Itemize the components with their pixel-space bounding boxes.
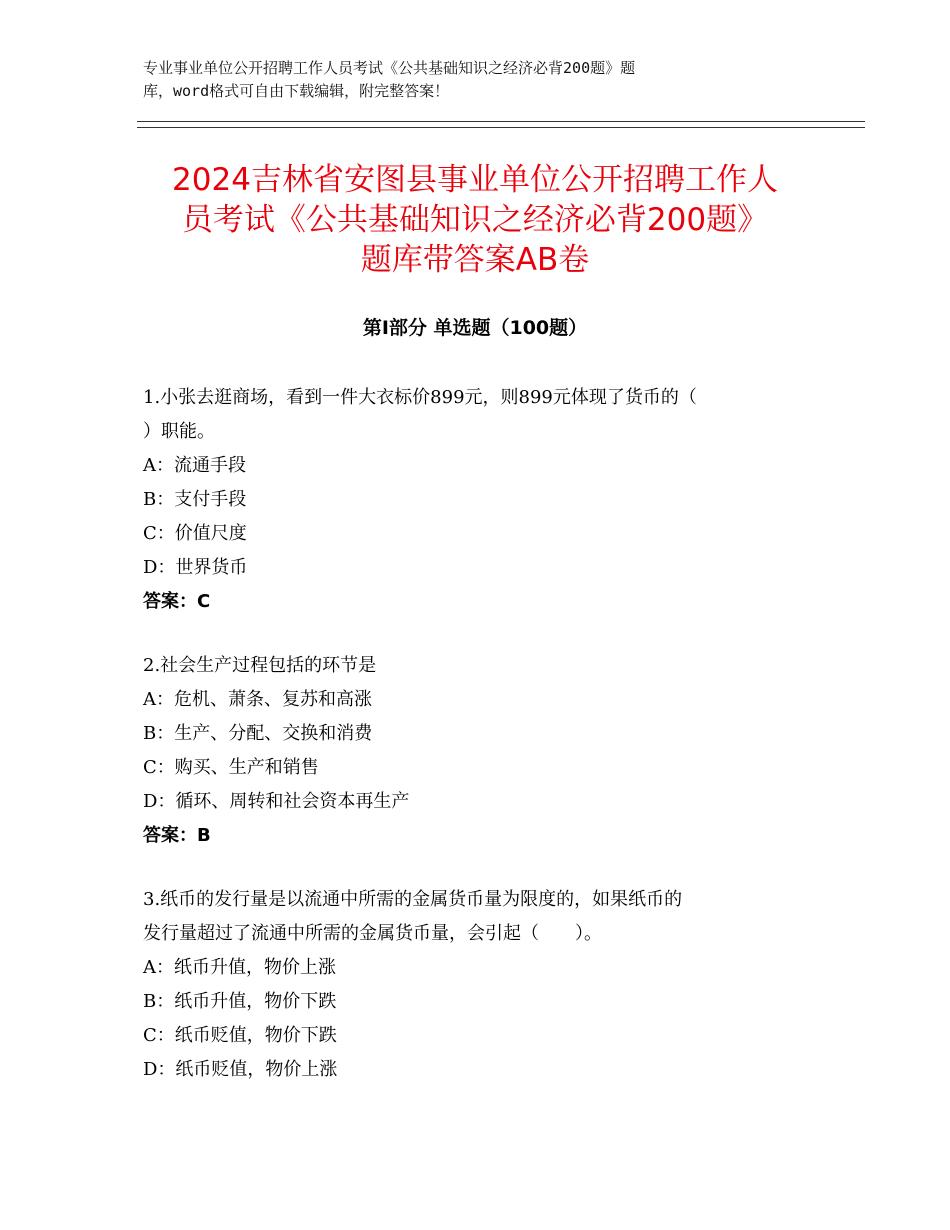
option-c: C：价值尺度	[143, 523, 247, 544]
question-stem-line: ）职能。	[143, 421, 215, 442]
option-a: A：纸币升值，物价上涨	[143, 957, 336, 978]
answer-label: 答案：B	[143, 825, 211, 846]
option-a: A：危机、萧条、复苏和高涨	[143, 689, 372, 710]
question-stem-line: 1.小张去逛商场，看到一件大衣标价899元，则899元体现了货币的（	[143, 387, 697, 408]
header-note-line-2: 库，word格式可自由下载编辑，附完整答案！	[143, 82, 450, 100]
title-line-2: 员考试《公共基础知识之经济必背200题》	[181, 202, 769, 238]
answer-label: 答案：C	[143, 591, 211, 612]
header-note-line-1: 专业事业单位公开招聘工作人员考试《公共基础知识之经济必背200题》题	[143, 59, 636, 77]
option-b: B：纸币升值，物价下跌	[143, 991, 337, 1012]
document-title	[110, 160, 840, 280]
question-stem-line: 2.社会生产过程包括的环节是	[143, 655, 377, 676]
question-stem-line: 发行量超过了流通中所需的金属货币量，会引起（ ）。	[143, 923, 602, 944]
option-b: B：生产、分配、交换和消费	[143, 723, 373, 744]
question-3	[143, 883, 811, 1087]
question-stem-line: 3.纸币的发行量是以流通中所需的金属货币量为限度的，如果纸币的	[143, 889, 683, 910]
question-2	[143, 649, 811, 853]
title-line-1: 2024吉林省安图县事业单位公开招聘工作人	[172, 162, 778, 198]
header-note	[143, 57, 783, 103]
option-a: A：流通手段	[143, 455, 246, 476]
option-d: D：循环、周转和社会资本再生产	[143, 791, 410, 812]
option-c: C：纸币贬值，物价下跌	[143, 1025, 337, 1046]
question-list	[143, 381, 811, 1117]
option-d: D：世界货币	[143, 557, 248, 578]
section-title: 第Ⅰ部分 单选题（100题）	[362, 317, 588, 339]
option-d: D：纸币贬值，物价上涨	[143, 1059, 338, 1080]
option-c: C：购买、生产和销售	[143, 757, 319, 778]
question-1	[143, 381, 811, 619]
header-double-rule	[137, 121, 865, 128]
option-b: B：支付手段	[143, 489, 247, 510]
title-line-3: 题库带答案AB卷	[360, 242, 590, 278]
